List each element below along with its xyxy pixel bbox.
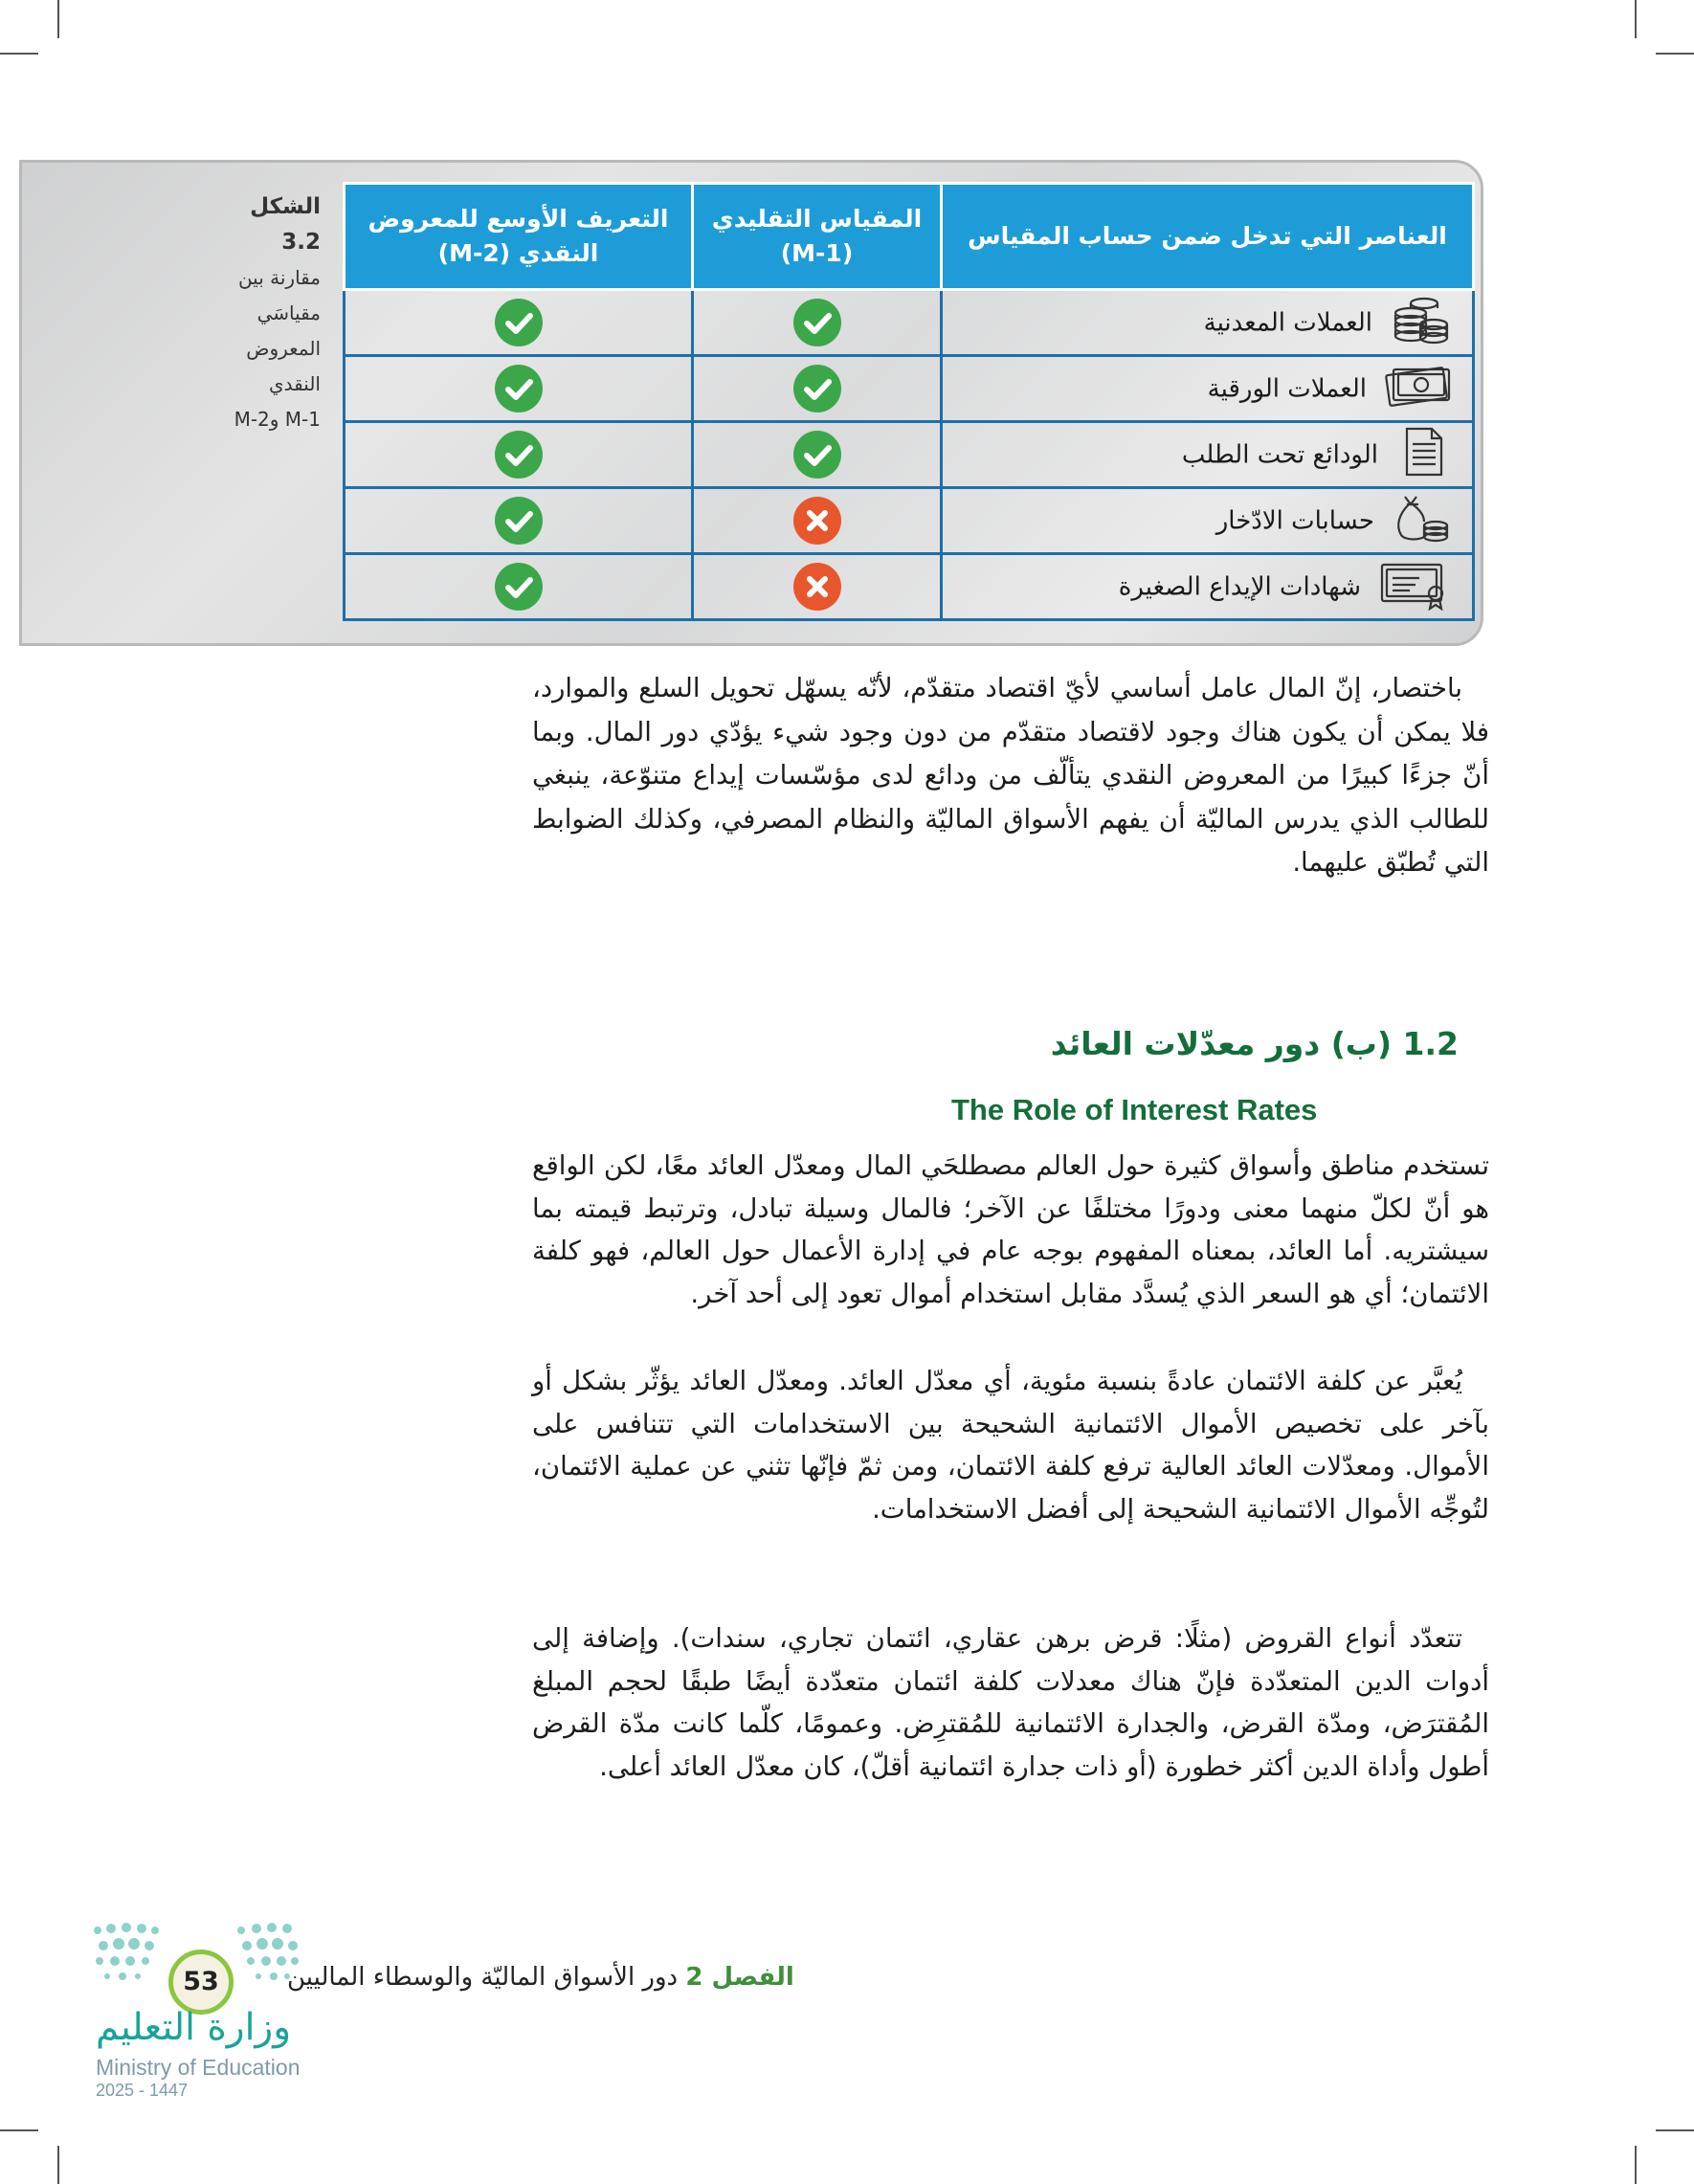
header-m1: المقياس التقليدي (M-1): [693, 184, 942, 290]
header-elements: العناصر التي تدخل ضمن حساب المقياس: [942, 184, 1474, 290]
comparison-table: [343, 182, 1475, 621]
coins-icon: [1390, 294, 1453, 352]
crop-mark: [1635, 0, 1637, 38]
row-label: العملات الورقية: [1207, 374, 1367, 403]
certificate-icon: [1378, 557, 1453, 617]
m1-cell: [693, 290, 942, 356]
table-row: [345, 554, 1474, 620]
crop-mark: [1656, 2129, 1694, 2131]
row-label-cell: [942, 356, 1474, 422]
m1-cell: [693, 554, 942, 620]
row-label-cell: [942, 554, 1474, 620]
section-heading-english: The Role of Interest Rates: [951, 1093, 1318, 1126]
chapter-label: الفصل 2: [685, 1963, 794, 1992]
crop-mark: [57, 2146, 59, 2184]
table-row: [345, 356, 1474, 422]
figure-caption: [206, 189, 321, 437]
row-label-cell: [942, 422, 1474, 488]
m1-cell: [693, 356, 942, 422]
banknote-icon: [1384, 362, 1453, 416]
row-label: شهادات الإيداع الصغيرة: [1118, 572, 1361, 601]
ministry-year: 2025 - 1447: [96, 2081, 189, 2100]
m1-cell: [693, 488, 942, 554]
figure-caption-line: مقارنة بين: [237, 266, 321, 289]
row-label: الودائع تحت الطلب: [1181, 440, 1378, 469]
m2-cell: [345, 356, 693, 422]
crop-mark: [57, 0, 59, 38]
cross-icon: [793, 563, 841, 611]
row-label-cell: [942, 290, 1474, 356]
crop-mark: [1656, 53, 1694, 55]
summary-paragraph: باختصار، إنّ المال عامل أساسي لأيّ اقتصاد متقدّم، لأنّه يسهّل تحويل السلع والموارد، فلا يمكن أن يكون هناك وجود لاقتصاد متقدّم من دون وجود شيء يؤدّي دور المال. وبما أنّ جزءًا كبيرًا من المعروض النقدي يتألّف من ودائع لدى مؤسّسات إيداع متنوّعة، ينبغي للطالب الذي يدرس الماليّة أن يفهم الأسواق الماليّة والنظام المصرفي، وكذلك الضوابط التي تُطبّق عليهما.: [532, 673, 1489, 878]
m2-cell: [345, 422, 693, 488]
check-icon: [793, 299, 841, 346]
ministry-name-english: Ministry of Education: [96, 2055, 301, 2080]
page-number-badge: 53: [168, 1950, 234, 2015]
check-icon: [793, 431, 841, 479]
footer-chapter: [287, 1963, 861, 1992]
m2-cell: [345, 290, 693, 356]
check-icon: [495, 563, 543, 611]
table-row: [345, 488, 1474, 554]
crop-mark: [0, 53, 38, 55]
table-row: [345, 422, 1474, 488]
crop-mark: [1635, 2146, 1637, 2184]
check-icon: [495, 365, 543, 412]
m2-cell: [345, 488, 693, 554]
body-paragraph: تتعدّد أنواع القروض (مثلًا: قرض برهن عقاري، ائتمان تجاري، سندات). وإضافة إلى أدوات الدين المتعدّدة فإنّ هناك معدلات كلفة ائتمان متعدّدة أيضًا طبقًا لحجم المبلغ المُقترَض، ومدّة القرض، والجدارة الائتمانية للمُقترِض. وعمومًا، كلّما كانت مدّة القرض أطول وأداة الدين أكثر خطورة (أو ذات جدارة ائتمانية أقلّ)، كان معدّل العائد أعلى.: [532, 1623, 1489, 1782]
figure-caption-line: المعروض النقدي: [246, 337, 321, 395]
check-icon: [495, 497, 543, 545]
document-icon: [1395, 425, 1453, 485]
body-paragraph: يُعبَّر عن كلفة الائتمان عادةً بنسبة مئوية، أي معدّل العائد. ومعدّل العائد يؤثّر بشكل أو بآخر على تخصيص الأموال الائتمانية الشحيحة بين الاستخدامات التي تتنافس على الأموال. ومعدّلات العائد العالية ترفع كلفة الائتمان، ومن ثمّ فإنّها تثني عن عملية الائتمان، لتُوجِّه الأموال الائتمانية الشحيحة إلى أفضل الاستخدامات.: [532, 1366, 1489, 1525]
body-paragraph: تستخدم مناطق وأسواق كثيرة حول العالم مصطلحَي المال ومعدّل العائد معًا، لكن الواقع هو أنّ لكلّ منهما معنى ودورًا مختلفًا عن الآخر؛ فالمال وسيلة تبادل، وترتبط قيمته بما سيشتريه. أما العائد، بمعناه المفهوم بوجه عام في إدارة الأعمال حول العالم، فهو كلفة الائتمان؛ أي هو السعر الذي يُسدَّد مقابل استخدام أموال تعود إلى أحد آخر.: [532, 1150, 1489, 1309]
chapter-title: دور الأسواق الماليّة والوسطاء الماليين: [287, 1963, 679, 1992]
m2-cell: [345, 554, 693, 620]
section-heading: 1.2 (ب) دور معدّلات العائد: [1050, 1025, 1459, 1062]
cross-icon: [793, 497, 841, 545]
figure-caption-line: M-1 وM-2: [234, 408, 321, 431]
header-m2: التعريف الأوسع للمعروض النقدي (M-2): [345, 184, 693, 290]
ministry-name-arabic: وزارة التعليم: [96, 2006, 292, 2049]
row-label: العملات المعدنية: [1203, 308, 1372, 337]
check-icon: [793, 365, 841, 412]
m1-cell: [693, 422, 942, 488]
row-label-cell: [942, 488, 1474, 554]
table-row: [345, 290, 1474, 356]
money-bag-icon: [1392, 491, 1453, 551]
figure-caption-line: مقياسَي: [256, 301, 321, 324]
check-icon: [495, 299, 543, 346]
check-icon: [495, 431, 543, 479]
crop-mark: [0, 2129, 38, 2131]
row-label: حسابات الادّخار: [1215, 506, 1374, 535]
figure-number: الشكل 3.2: [250, 194, 321, 255]
